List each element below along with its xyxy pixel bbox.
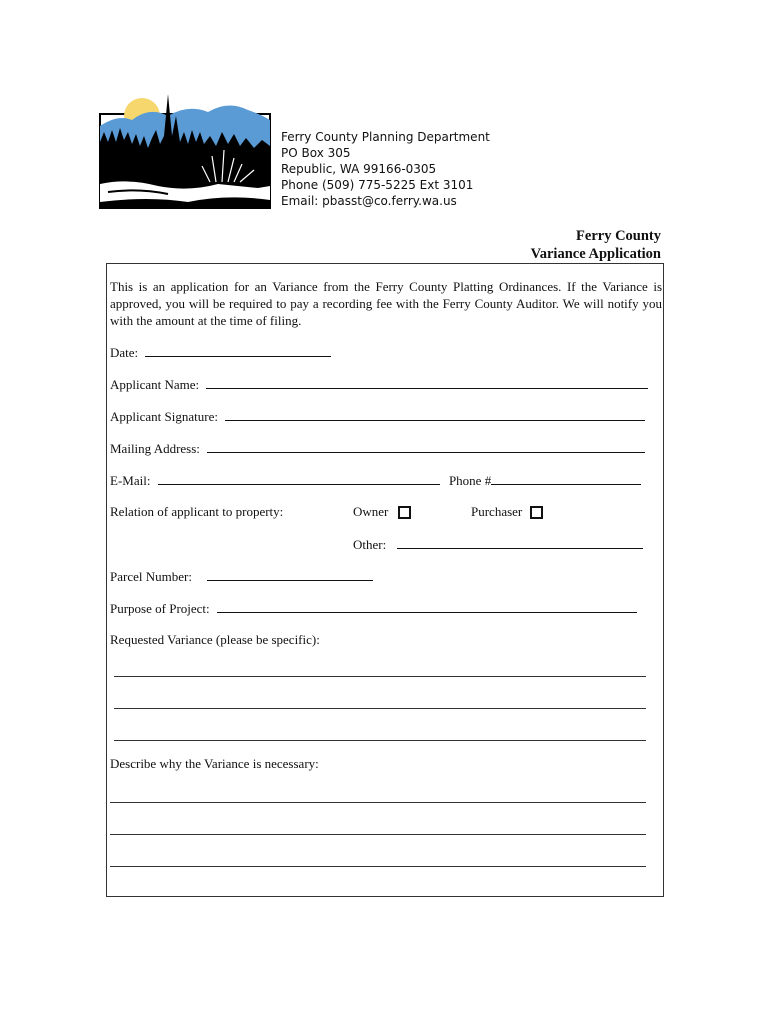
- intro-paragraph: This is an application for an Variance from the Ferry County Platting Ordinances. If the Variance is approved, you will be required to pay a recording fee with the Ferry County Auditor. We will notify you with the amount at the time of filing.: [110, 279, 662, 328]
- other-field[interactable]: [397, 536, 643, 549]
- email-address: Email: pbasst@co.ferry.wa.us: [281, 194, 457, 208]
- applicant-name-field[interactable]: [206, 376, 648, 389]
- mailing-address-label: Mailing Address:: [110, 441, 200, 456]
- purchaser-checkbox[interactable]: [530, 506, 543, 519]
- purpose-field[interactable]: [217, 600, 637, 613]
- date-field[interactable]: [145, 344, 331, 357]
- ferry-county-logo: [98, 86, 272, 210]
- owner-checkbox[interactable]: [398, 506, 411, 519]
- describe-line-3[interactable]: [110, 866, 646, 867]
- other-row: [353, 536, 643, 553]
- email-field[interactable]: [158, 472, 440, 485]
- relation-label-row: [110, 504, 283, 520]
- requested-variance-line-3[interactable]: [114, 740, 646, 741]
- email-phone-row: [110, 472, 641, 489]
- applicant-signature-label: Applicant Signature:: [110, 409, 218, 424]
- requested-variance-label: Requested Variance (please be specific):: [110, 632, 320, 647]
- purchaser-label: Purchaser: [471, 504, 523, 519]
- purpose-row: [110, 600, 637, 617]
- application-form: [106, 263, 664, 897]
- owner-label: Owner: [353, 504, 389, 519]
- relation-label: Relation of applicant to property:: [110, 504, 284, 519]
- phone-number: Phone (509) 775-5225 Ext 3101: [281, 178, 474, 192]
- applicant-name-label: Applicant Name:: [110, 377, 200, 392]
- email-label: E-Mail:: [110, 473, 151, 488]
- applicant-signature-row: [110, 408, 645, 425]
- department-name: Ferry County Planning Department: [281, 130, 490, 144]
- purpose-label: Purpose of Project:: [110, 601, 210, 616]
- parcel-number-label: Parcel Number:: [110, 569, 192, 584]
- mailing-address-field[interactable]: [207, 440, 645, 453]
- requested-variance-row: [110, 632, 320, 648]
- title-county: Ferry County: [576, 228, 661, 244]
- applicant-signature-field[interactable]: [225, 408, 645, 421]
- owner-option: [353, 504, 411, 520]
- other-label: Other:: [353, 537, 387, 552]
- describe-row: [110, 756, 319, 772]
- form-title: [531, 227, 661, 263]
- describe-line-2[interactable]: [110, 834, 646, 835]
- requested-variance-line-2[interactable]: [114, 708, 646, 709]
- phone-field[interactable]: [491, 472, 641, 485]
- date-row: [110, 344, 331, 361]
- describe-label: Describe why the Variance is necessary:: [110, 756, 319, 771]
- describe-line-1[interactable]: [110, 802, 646, 803]
- city-state-zip: Republic, WA 99166-0305: [281, 162, 437, 176]
- parcel-number-row: [110, 568, 373, 585]
- department-address: [281, 129, 490, 209]
- phone-label: Phone #: [448, 473, 492, 488]
- mailing-address-row: [110, 440, 645, 457]
- date-label: Date:: [110, 345, 139, 360]
- parcel-number-field[interactable]: [207, 568, 373, 581]
- requested-variance-line-1[interactable]: [114, 676, 646, 677]
- po-box: PO Box 305: [281, 146, 351, 160]
- title-form-name: Variance Application: [530, 246, 661, 262]
- purchaser-option: [471, 504, 543, 520]
- applicant-name-row: [110, 376, 648, 393]
